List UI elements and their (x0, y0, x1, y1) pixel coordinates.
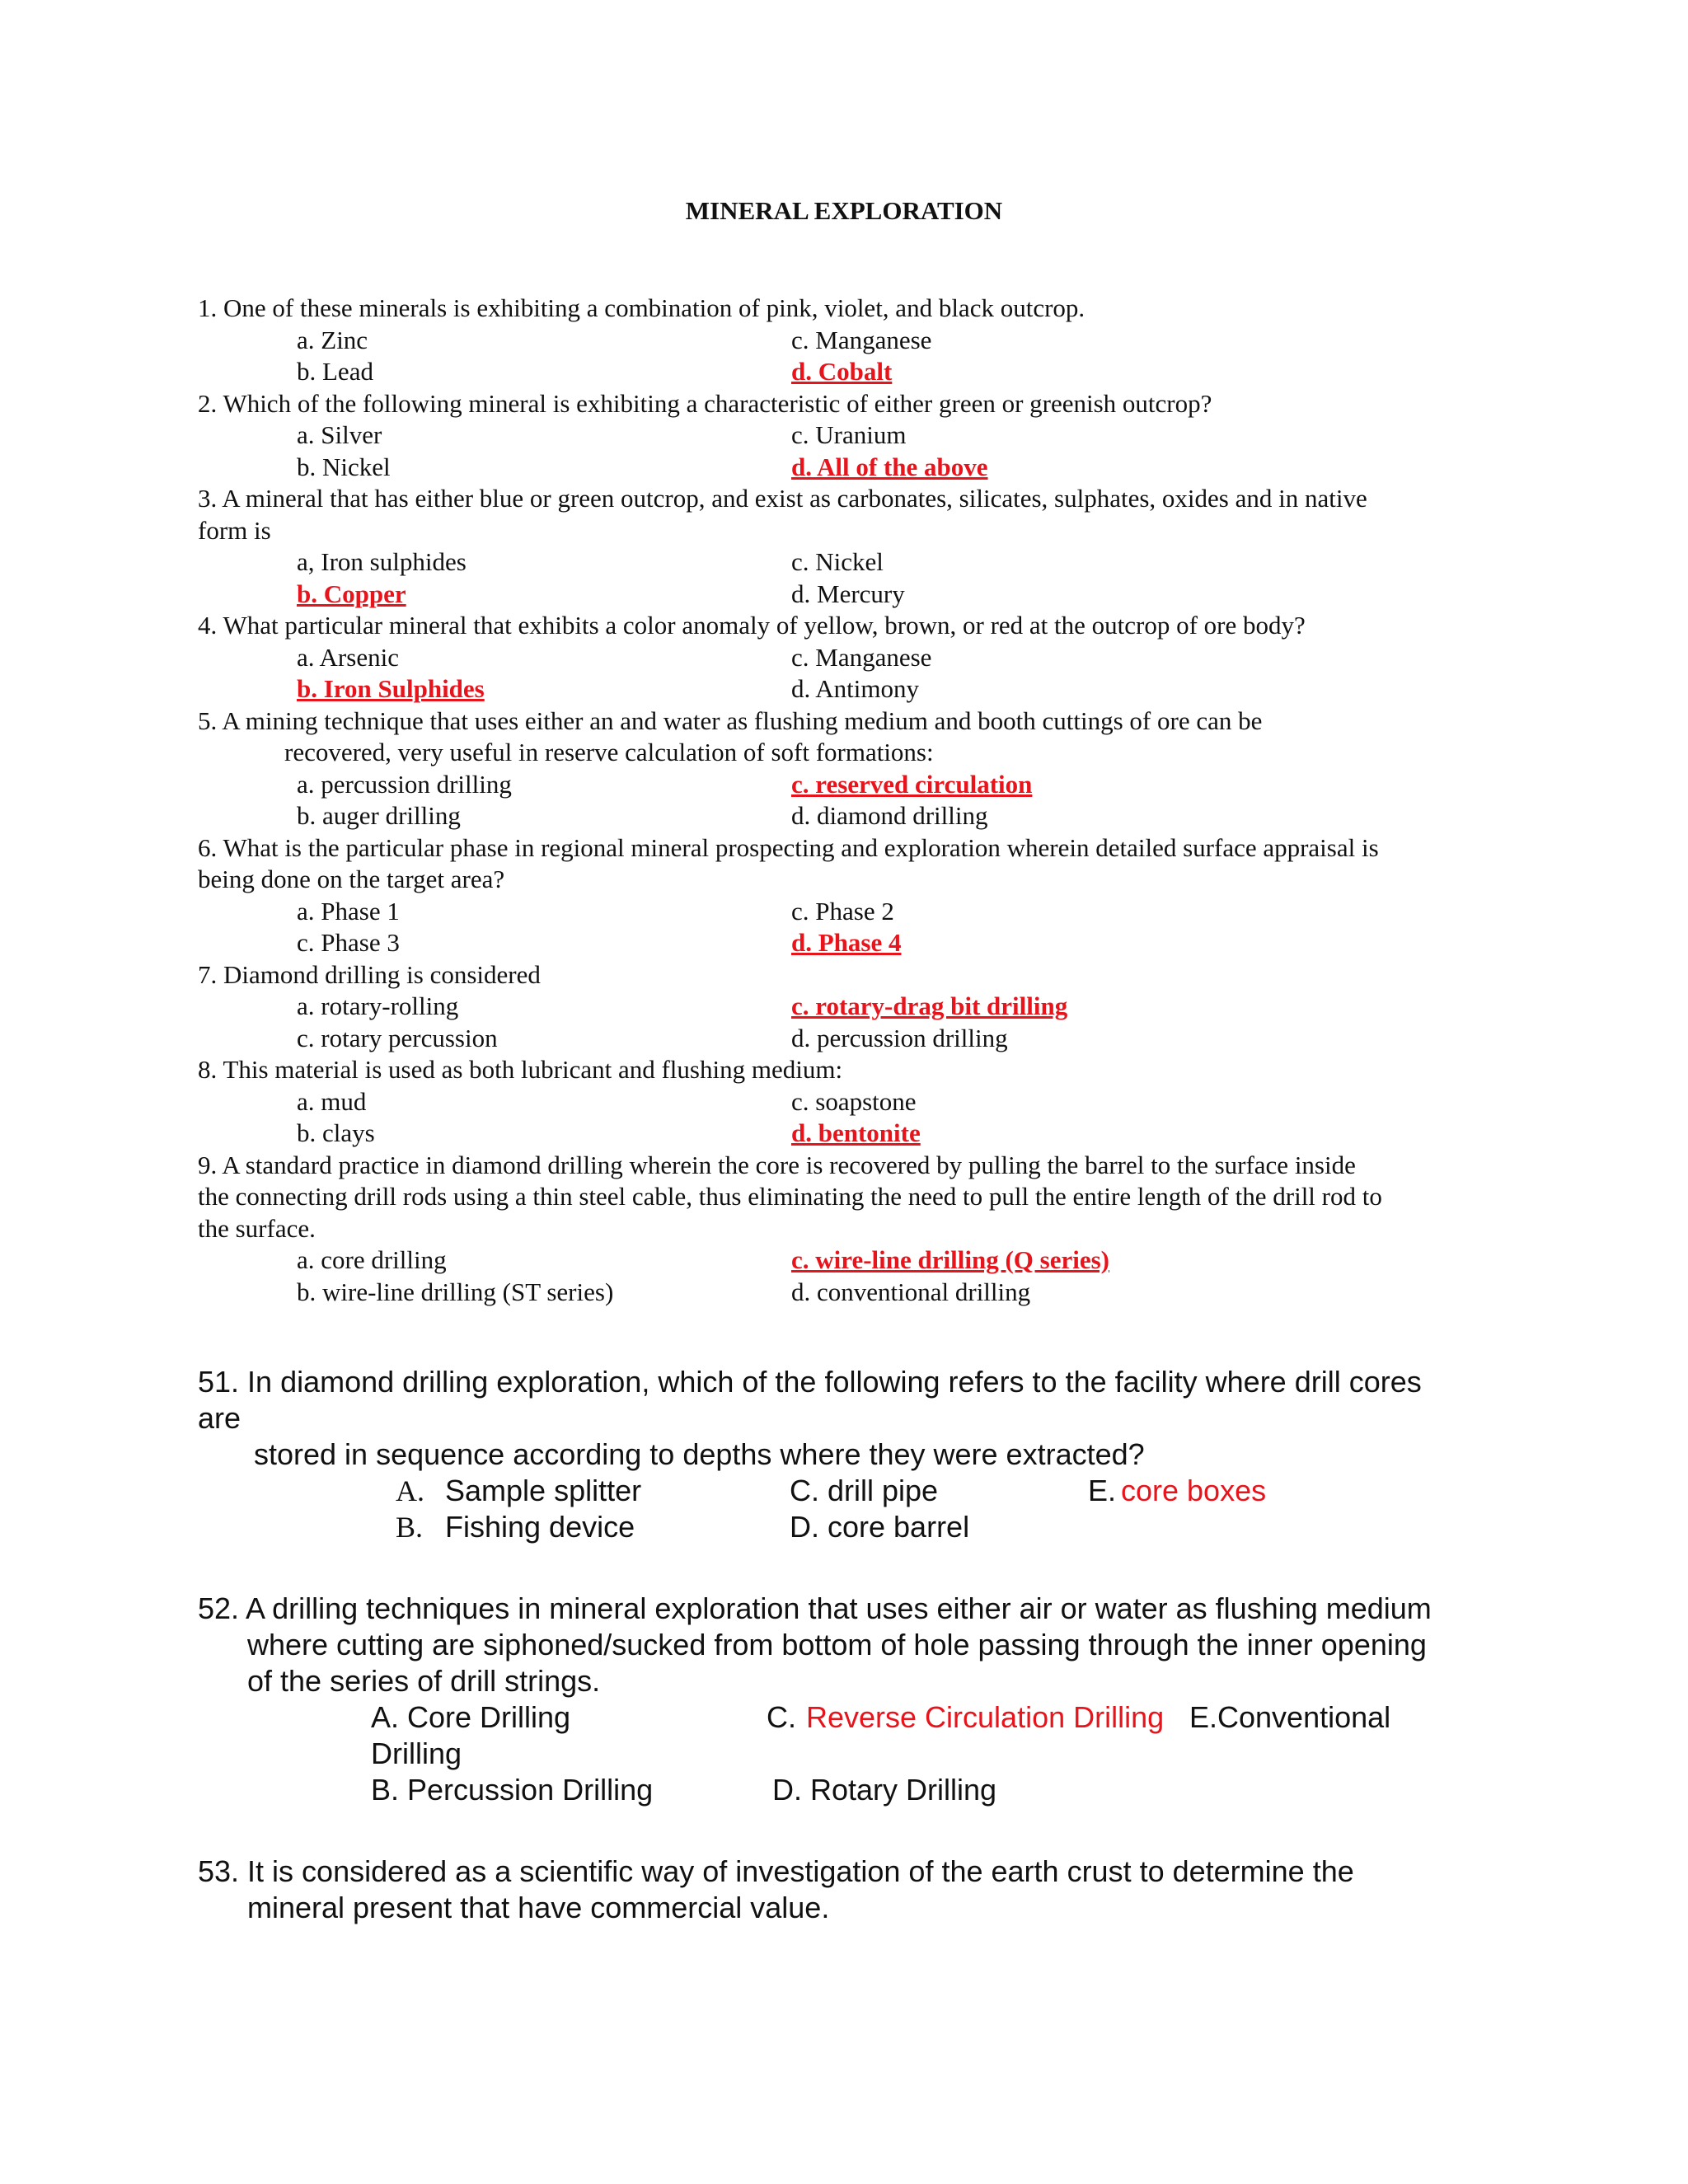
q2-answer: d. All of the above (791, 452, 988, 481)
q51-option-d: D. core barrel (790, 1510, 970, 1544)
q9-option-d: d. conventional drilling (791, 1277, 1031, 1306)
q9-option-b: b. wire-line drilling (ST series) (297, 1277, 614, 1306)
q8-row-1 (198, 1086, 1500, 1118)
question-51-line-3: stored in sequence according to depths where they were extracted? (254, 1437, 1145, 1471)
question-5-line-1: 5. A mining technique that uses either an and water as flushing medium and booth cuttings of ore can be (198, 705, 1263, 735)
spacer (198, 1545, 1500, 1591)
question-1: 1. One of these minerals is exhibiting a combination of pink, violet, and black outcrop. (198, 293, 1085, 322)
q52-row-3 (198, 1772, 1500, 1808)
q5-option-d: d. diamond drilling (791, 801, 988, 830)
q1-option-c: c. Manganese (791, 325, 932, 354)
q1-row-1 (198, 325, 1500, 357)
question-9-line-3: the surface. (198, 1213, 316, 1243)
q52-row-2 (198, 1736, 1500, 1772)
question-52-line-3: of the series of drill strings. (247, 1664, 601, 1698)
question-52-line-2: where cutting are siphoned/sucked from bottom of hole passing through the inner opening (247, 1628, 1427, 1661)
q52-option-a: A. Core Drilling (371, 1700, 571, 1734)
q7-row-1 (198, 991, 1500, 1023)
q6-row-2 (198, 927, 1500, 959)
question-4: 4. What particular mineral that exhibits a color anomaly of yellow, brown, or red at the outcrop of ore body? (198, 611, 1306, 640)
q51-letter-a: A. (396, 1474, 424, 1507)
q51-option-b: Fishing device (445, 1510, 635, 1544)
q51-row-2 (198, 1509, 1500, 1545)
q52-option-e: E.Conventional (1189, 1700, 1391, 1734)
q2-option-a: a. Silver (297, 420, 382, 449)
q2-option-c: c. Uranium (791, 420, 907, 449)
question-3-line-1: 3. A mineral that has either blue or green outcrop, and exist as carbonates, silicates, sulphates, oxides and in native (198, 484, 1367, 513)
question-6-line-2: being done on the target area? (198, 865, 505, 893)
sans-questions (198, 1364, 1500, 1926)
q1-answer: d. Cobalt (791, 357, 893, 386)
q52-letter-c: C. (767, 1700, 796, 1734)
q8-answer: d. bentonite (791, 1118, 921, 1147)
q51-row-1 (198, 1473, 1500, 1509)
serif-questions (198, 293, 1500, 1308)
q5-option-a: a. percussion drilling (297, 769, 512, 799)
q9-answer: c. wire-line drilling (Q series) (791, 1245, 1109, 1274)
q4-row-1 (198, 642, 1500, 674)
question-3-line-2: form is (198, 515, 271, 545)
q5-answer: c. reserved circulation (791, 769, 1033, 799)
q1-option-a: a. Zinc (297, 325, 368, 354)
q51-letter-b: B. (396, 1511, 424, 1544)
q5-row-2 (198, 800, 1500, 832)
q7-option-b: c. rotary percussion (297, 1023, 498, 1052)
q52-row-1 (198, 1699, 1500, 1736)
question-8: 8. This material is used as both lubricant and flushing medium: (198, 1055, 843, 1084)
q7-row-2 (198, 1023, 1500, 1055)
q3-row-1 (198, 546, 1500, 579)
q2-row-2 (198, 452, 1500, 484)
question-52-line-1: 52. A drilling techniques in mineral exploration that uses either air or water as flushing medium (198, 1591, 1432, 1625)
q6-option-b: c. Phase 3 (297, 928, 400, 957)
q7-answer: c. rotary-drag bit drilling (791, 991, 1068, 1020)
question-6-line-1: 6. What is the particular phase in regional mineral prospecting and exploration wherein detailed surface appraisal is (198, 832, 1379, 862)
q9-row-1 (198, 1244, 1500, 1277)
q4-row-2 (198, 673, 1500, 705)
q3-row-2 (198, 579, 1500, 611)
q51-option-a: Sample splitter (445, 1474, 642, 1507)
question-7: 7. Diamond drilling is considered (198, 959, 541, 989)
q1-row-2 (198, 356, 1500, 388)
q2-option-b: b. Nickel (297, 452, 391, 481)
q8-option-a: a. mud (297, 1086, 367, 1116)
q51-option-c: C. drill pipe (790, 1474, 939, 1507)
q51-letter-e: E. (1088, 1474, 1117, 1507)
q9-option-a: a. core drilling (297, 1245, 447, 1274)
q8-row-2 (198, 1118, 1500, 1150)
q51-answer: core boxes (1121, 1474, 1267, 1507)
q2-row-1 (198, 419, 1500, 452)
q4-answer: b. Iron Sulphides (297, 674, 485, 703)
q8-option-c: c. soapstone (791, 1086, 917, 1116)
q52-option-b: B. Percussion Drilling (371, 1773, 654, 1807)
q52-answer: Reverse Circulation Drilling (806, 1700, 1165, 1734)
question-9-line-1: 9. A standard practice in diamond drilling wherein the core is recovered by pulling the barrel to the surface inside (198, 1150, 1356, 1179)
q6-answer: d. Phase 4 (791, 928, 902, 957)
q3-option-d: d. Mercury (791, 579, 905, 608)
q52-option-d: D. Rotary Drilling (772, 1773, 997, 1807)
q6-option-a: a. Phase 1 (297, 896, 400, 926)
q5-option-b: b. auger drilling (297, 801, 461, 830)
q3-option-c: c. Nickel (791, 547, 884, 576)
q4-option-c: c. Manganese (791, 642, 932, 672)
q9-row-2 (198, 1277, 1500, 1309)
q7-option-a: a. rotary-rolling (297, 991, 459, 1020)
q3-answer: b. Copper (297, 579, 406, 608)
q4-option-a: a. Arsenic (297, 642, 399, 672)
page-title: MINERAL EXPLORATION (685, 196, 1003, 225)
q6-row-1 (198, 896, 1500, 928)
q8-option-b: b. clays (297, 1118, 375, 1147)
question-2: 2. Which of the following mineral is exhibiting a characteristic of either green or greenish outcrop? (198, 388, 1212, 418)
question-51-line-2: are (198, 1401, 241, 1435)
q5-row-1 (198, 769, 1500, 801)
question-51-line-1: 51. In diamond drilling exploration, which of the following refers to the facility where drill cores (198, 1365, 1422, 1399)
q1-option-b: b. Lead (297, 357, 373, 386)
q3-option-a: a, Iron sulphides (297, 547, 467, 576)
q4-option-d: d. Antimony (791, 674, 920, 703)
q7-option-d: d. percussion drilling (791, 1023, 1008, 1052)
question-5-line-2: recovered, very useful in reserve calculation of soft formations: (284, 738, 934, 766)
question-9-line-2: the connecting drill rods using a thin steel cable, thus eliminating the need to pull the entire length of the drill rod to (198, 1182, 1382, 1211)
q52-option-e-continued: Drilling (371, 1736, 462, 1770)
question-53-line-2: mineral present that have commercial value. (247, 1891, 830, 1924)
question-53-line-1: 53. It is considered as a scientific way of investigation of the earth crust to determine the (198, 1854, 1354, 1888)
q6-option-c: c. Phase 2 (791, 896, 894, 926)
spacer (198, 1808, 1500, 1854)
